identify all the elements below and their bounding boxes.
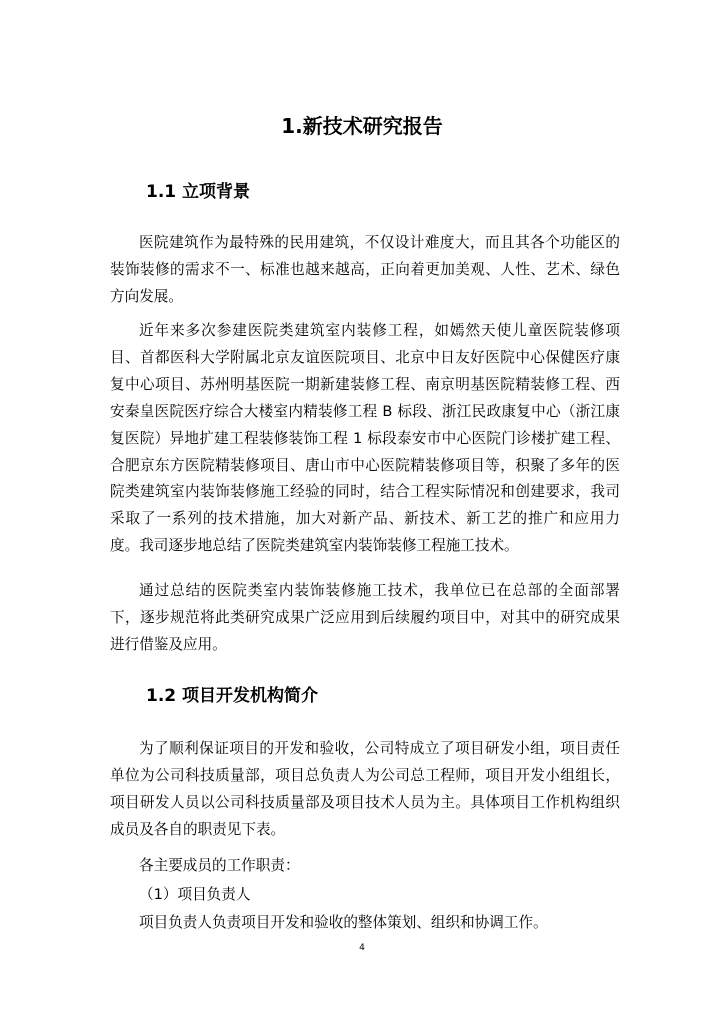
document-title: 1.新技术研究报告 — [281, 114, 443, 138]
text-line: （1）项目负责人 — [139, 886, 251, 903]
paragraph: 医院建筑作为最特殊的民用建筑，不仅设计难度大，而且其各个功能区的装饰装修的需求不一、标准也越来越高，正向着更加美观、人性、艺术、绿色方向发展。 — [110, 234, 620, 305]
paragraph: 近年来多次参建医院类建筑室内装修工程，如嫣然天使儿童医院装修项目、首都医科大学附属北京友谊医院项目、北京中日友好医院中心保健医疗康复中心项目、苏州明基医院一期新建装修工程、南京明基医院精装修工程、西安秦皇医院医疗综合大楼室内精装修工程 B 标段、浙江民政康复中心（浙江康复医院）异地扩建工程装修装饰工程 1 标段泰安市中心医院门诊楼扩建工程、合肥京东方医院精装修项目、唐山市中心医院精装修项目等，积聚了多年的医院类建筑室内装饰装修施工经验的同时，结合工程实际情况和创建要求，我司采取了一系列的技术措施，加大对新产品、新技术、新工艺的推广和应用力度。我司逐步地总结了医院类建筑室内装饰装修工程施工技术。 — [110, 322, 620, 555]
paragraph: 通过总结的医院类室内装饰装修施工技术，我单位已在总部的全面部署下，逐步规范将此类研究成果广泛应用到后续履约项目中，对其中的研究成果进行借鉴及应用。 — [110, 582, 620, 653]
section-heading-1-2: 1.2 项目开发机构简介 — [146, 686, 319, 706]
page-number: 4 — [359, 943, 365, 953]
text-line: 各主要成员的工作职责： — [139, 857, 300, 874]
text-line: 项目负责人负责项目开发和验收的整体策划、组织和协调工作。 — [139, 914, 548, 931]
paragraph: 为了顺利保证项目的开发和验收，公司特成立了项目研发小组，项目责任单位为公司科技质量部，项目总负责人为公司总工程师，项目开发小组组长，项目研发人员以公司科技质量部及项目技术人员为主。具体项目工作机构组织成员及各自的职责见下表。 — [110, 740, 620, 838]
section-heading-1-1: 1.1 立项背景 — [146, 182, 251, 202]
